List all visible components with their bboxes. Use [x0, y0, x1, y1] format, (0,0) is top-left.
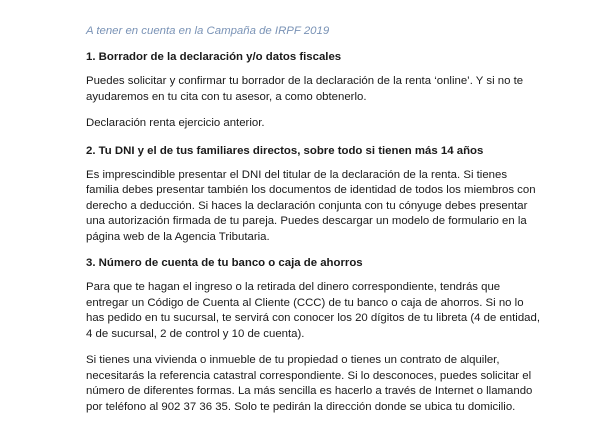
paragraph-line: ayudaremos en tu cita con tu asesor, a como obtenerlo.	[86, 90, 367, 103]
paragraph-line: familia debes presentar también los documentos de identidad de todos los miembros con	[86, 184, 536, 196]
paragraph-line: una autorización firmada de tu pareja. Puedes descargar un modelo de formulario en la	[86, 215, 527, 227]
paragraph	[86, 116, 546, 132]
paragraph-line: entregar un Código de Cuenta al Cliente (CCC) de tu banco o caja de ahorros. Si no lo	[86, 296, 524, 309]
paragraph	[86, 168, 546, 246]
document-subtitle: A tener en cuenta en la Campaña de IRPF 2019	[86, 25, 330, 37]
paragraph-line: número de diferentes formas. La más sencilla es hacerlo a través de Internet o llamando	[86, 385, 533, 397]
section-heading: 3. Número de cuenta de tu banco o caja de ahorros	[86, 257, 363, 269]
paragraph-line: Puedes solicitar y confirmar tu borrador de la declaración de la renta ‘online’. Y si no te	[86, 75, 524, 87]
section-cuenta-bancaria	[86, 256, 546, 415]
paragraph	[86, 353, 546, 415]
section-heading: 2. Tu DNI y el de tus familiares directos, sobre todo si tienen más 14 años	[86, 144, 484, 157]
section-heading: 1. Borrador de la declaración y/o datos fiscales	[86, 51, 342, 63]
paragraph-line: necesitarás la referencia catastral correspondiente. Si lo desconoces, puedes solicitar el	[86, 369, 532, 382]
paragraph	[86, 280, 546, 342]
paragraph-line: has pedido en tu sucursal, te servirá con conocer los 20 dígitos de tu libreta (4 de entidad,	[86, 312, 541, 324]
paragraph-line: Es imprescindible presentar el DNI del titular de la declaración de la renta. Si tienes	[86, 168, 508, 181]
section-borrador	[86, 50, 546, 132]
section-dni	[86, 144, 546, 246]
paragraph	[86, 74, 546, 105]
paragraph-line: Si tienes una vivienda o inmueble de tu propiedad o tienes un contrato de alquiler,	[86, 354, 500, 366]
paragraph-line: página web de la Agencia Tributaria.	[86, 230, 270, 243]
paragraph-line: Para que te hagan el ingreso o la retirada del dinero correspondiente, tendrás que	[86, 281, 501, 293]
document-page	[86, 24, 546, 426]
paragraph-line: Declaración renta ejercicio anterior.	[86, 117, 265, 129]
paragraph-line: por teléfono al 902 37 36 35. Solo te pedirán la dirección donde se ubica tu domicilio.	[86, 400, 516, 413]
paragraph-line: derecho a deducción. Si haces la declaración conjunta con tu cónyuge debes presentar	[86, 199, 528, 212]
paragraph-line: 4 de sucursal, 2 de control y 10 de cuenta).	[86, 327, 305, 340]
